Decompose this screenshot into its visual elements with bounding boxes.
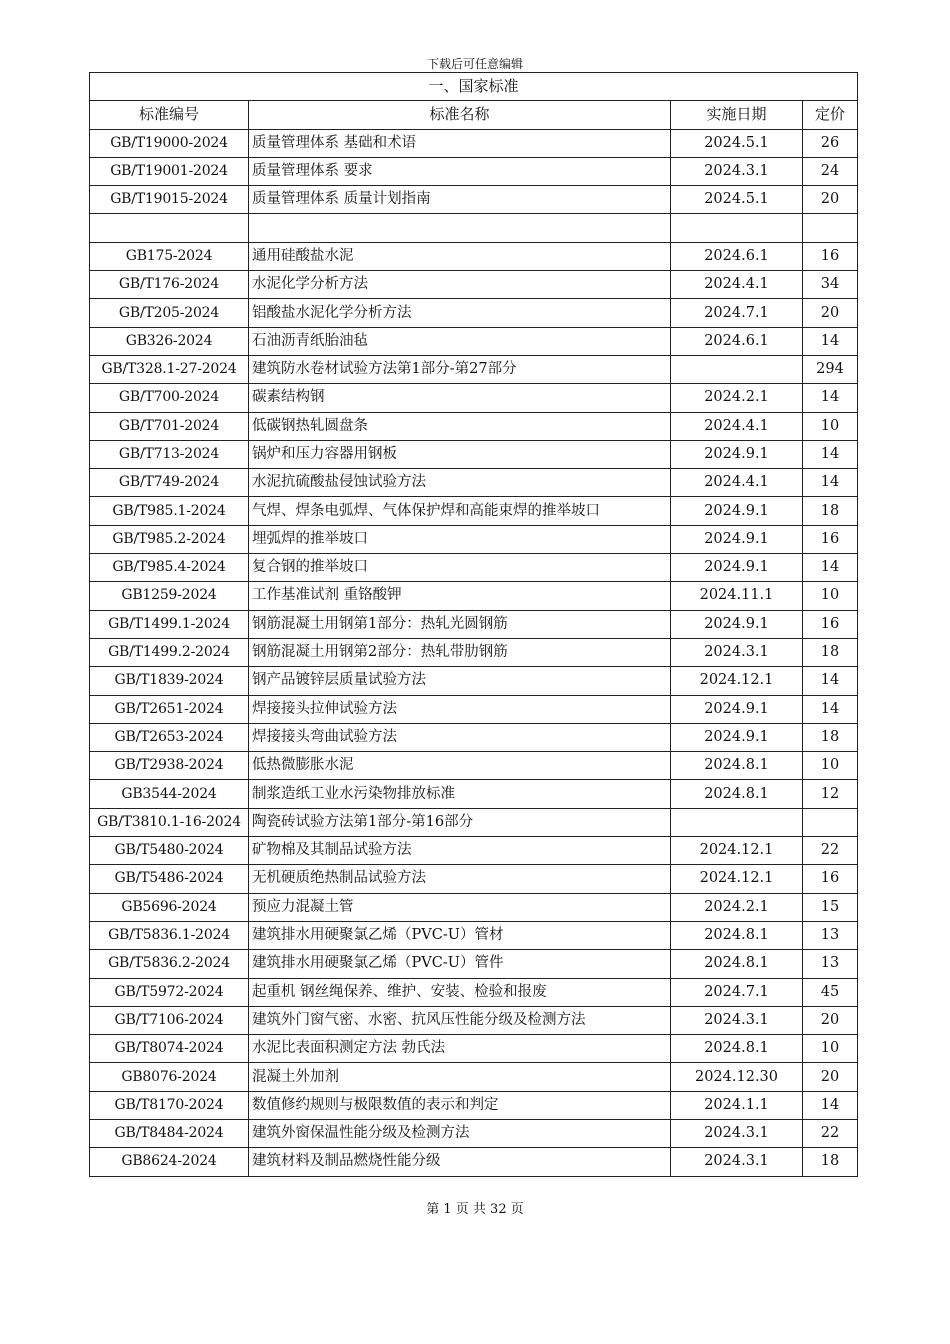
column-header-name: 标准名称 [249, 101, 671, 129]
table-row [90, 129, 858, 157]
effective-date: 2024.9.1 [671, 723, 803, 751]
standard-code: GB/T328.1-27-2024 [90, 355, 249, 383]
price: 294 [803, 355, 858, 383]
standard-name: 建筑材料及制品燃烧性能分级 [249, 1148, 671, 1176]
price: 22 [803, 837, 858, 865]
price: 10 [803, 1035, 858, 1063]
standard-name: 水泥比表面积测定方法 勃氏法 [249, 1035, 671, 1063]
standard-code: GB/T19015-2024 [90, 186, 249, 214]
standard-code: GB/T5836.2-2024 [90, 950, 249, 978]
effective-date: 2024.6.1 [671, 327, 803, 355]
effective-date: 2024.3.1 [671, 1148, 803, 1176]
table-row [90, 525, 858, 553]
standard-name: 建筑外门窗气密、水密、抗风压性能分级及检测方法 [249, 1006, 671, 1034]
table-row [90, 1091, 858, 1119]
standards-table [89, 72, 858, 1177]
table-row [90, 780, 858, 808]
effective-date: 2024.5.1 [671, 129, 803, 157]
price: 16 [803, 610, 858, 638]
price: 20 [803, 299, 858, 327]
page-footer: 第 1 页 共 32 页 [426, 1202, 524, 1217]
effective-date: 2024.3.1 [671, 1119, 803, 1147]
standard-code: GB/T985.2-2024 [90, 525, 249, 553]
effective-date: 2024.12.1 [671, 837, 803, 865]
header-note: 下载后可任意编辑 [426, 57, 523, 71]
effective-date: 2024.7.1 [671, 299, 803, 327]
standard-name: 无机硬质绝热制品试验方法 [249, 865, 671, 893]
price: 26 [803, 129, 858, 157]
effective-date: 2024.4.1 [671, 469, 803, 497]
table-row [90, 327, 858, 355]
standard-name: 质量管理体系 基础和术语 [249, 129, 671, 157]
standard-code: GB/T8170-2024 [90, 1091, 249, 1119]
standard-name: 钢筋混凝土用钢第1部分：热轧光圆钢筋 [249, 610, 671, 638]
standard-code: GB8624-2024 [90, 1148, 249, 1176]
standard-name: 建筑防水卷材试验方法第1部分-第27部分 [249, 355, 671, 383]
table-row [90, 865, 858, 893]
effective-date: 2024.12.30 [671, 1063, 803, 1091]
effective-date: 2024.9.1 [671, 440, 803, 468]
table-row [90, 186, 858, 214]
effective-date: 2024.9.1 [671, 554, 803, 582]
standard-code: GB5696-2024 [90, 893, 249, 921]
table-row [90, 1035, 858, 1063]
effective-date: 2024.9.1 [671, 497, 803, 525]
price: 24 [803, 157, 858, 185]
table-row [90, 469, 858, 497]
price: 14 [803, 554, 858, 582]
table-row [90, 610, 858, 638]
table-row [90, 554, 858, 582]
standard-code: GB/T749-2024 [90, 469, 249, 497]
standard-code: GB/T1499.1-2024 [90, 610, 249, 638]
standard-code: GB/T5836.1-2024 [90, 921, 249, 949]
table-row [90, 214, 858, 242]
price: 13 [803, 950, 858, 978]
column-header-row [90, 101, 858, 129]
table-row [90, 1063, 858, 1091]
effective-date: 2024.8.1 [671, 1035, 803, 1063]
price: 22 [803, 1119, 858, 1147]
effective-date: 2024.8.1 [671, 921, 803, 949]
effective-date: 2024.11.1 [671, 582, 803, 610]
effective-date: 2024.3.1 [671, 157, 803, 185]
table-row [90, 1148, 858, 1176]
price: 10 [803, 582, 858, 610]
price: 18 [803, 1148, 858, 1176]
standard-code: GB/T5972-2024 [90, 978, 249, 1006]
standard-code: GB8076-2024 [90, 1063, 249, 1091]
price: 14 [803, 384, 858, 412]
table-row [90, 950, 858, 978]
standard-name: 工作基准试剂 重铬酸钾 [249, 582, 671, 610]
effective-date: 2024.6.1 [671, 242, 803, 270]
standard-code: GB/T701-2024 [90, 412, 249, 440]
table-row [90, 497, 858, 525]
standard-name: 钢产品镀锌层质量试验方法 [249, 667, 671, 695]
effective-date [671, 214, 803, 242]
price: 10 [803, 752, 858, 780]
standard-code: GB/T8074-2024 [90, 1035, 249, 1063]
price: 20 [803, 186, 858, 214]
effective-date: 2024.12.1 [671, 865, 803, 893]
standard-name: 钢筋混凝土用钢第2部分：热轧带肋钢筋 [249, 638, 671, 666]
standard-name: 起重机 钢丝绳保养、维护、安装、检验和报废 [249, 978, 671, 1006]
table-row [90, 157, 858, 185]
standard-code: GB3544-2024 [90, 780, 249, 808]
effective-date: 2024.9.1 [671, 610, 803, 638]
price: 14 [803, 695, 858, 723]
column-header-price: 定价 [803, 101, 858, 129]
standard-code: GB/T3810.1-16-2024 [90, 808, 249, 836]
standard-code: GB/T713-2024 [90, 440, 249, 468]
column-header-date: 实施日期 [671, 101, 803, 129]
standard-name: 埋弧焊的推举坡口 [249, 525, 671, 553]
standard-name: 锅炉和压力容器用钢板 [249, 440, 671, 468]
effective-date: 2024.4.1 [671, 271, 803, 299]
price: 20 [803, 1006, 858, 1034]
standard-code: GB/T1839-2024 [90, 667, 249, 695]
standard-code: GB/T8484-2024 [90, 1119, 249, 1147]
table-row [90, 667, 858, 695]
standard-code: GB/T19001-2024 [90, 157, 249, 185]
price: 16 [803, 865, 858, 893]
standard-code: GB/T205-2024 [90, 299, 249, 327]
table-row [90, 723, 858, 751]
effective-date: 2024.2.1 [671, 384, 803, 412]
table-row [90, 752, 858, 780]
standard-code: GB/T5486-2024 [90, 865, 249, 893]
price: 16 [803, 242, 858, 270]
standard-name [249, 214, 671, 242]
table-row [90, 582, 858, 610]
standard-name: 碳素结构钢 [249, 384, 671, 412]
price: 18 [803, 723, 858, 751]
table-row [90, 808, 858, 836]
table-row [90, 412, 858, 440]
standard-code: GB/T2653-2024 [90, 723, 249, 751]
table-row [90, 695, 858, 723]
price: 34 [803, 271, 858, 299]
standard-name: 水泥化学分析方法 [249, 271, 671, 299]
table-row [90, 242, 858, 270]
table-row [90, 384, 858, 412]
effective-date: 2024.5.1 [671, 186, 803, 214]
price [803, 808, 858, 836]
standard-name: 建筑排水用硬聚氯乙烯（PVC-U）管件 [249, 950, 671, 978]
table-row [90, 440, 858, 468]
standard-code: GB/T176-2024 [90, 271, 249, 299]
price: 14 [803, 1091, 858, 1119]
standard-code: GB/T985.4-2024 [90, 554, 249, 582]
standard-name: 预应力混凝土管 [249, 893, 671, 921]
standard-name: 铝酸盐水泥化学分析方法 [249, 299, 671, 327]
price: 14 [803, 667, 858, 695]
standard-code: GB/T2651-2024 [90, 695, 249, 723]
standard-name: 气焊、焊条电弧焊、气体保护焊和高能束焊的推举坡口 [249, 497, 671, 525]
standard-name: 水泥抗硫酸盐侵蚀试验方法 [249, 469, 671, 497]
standard-code: GB/T7106-2024 [90, 1006, 249, 1034]
standard-name: 质量管理体系 要求 [249, 157, 671, 185]
standard-code: GB1259-2024 [90, 582, 249, 610]
table-row [90, 893, 858, 921]
standard-code: GB/T19000-2024 [90, 129, 249, 157]
table-row [90, 299, 858, 327]
standard-code: GB175-2024 [90, 242, 249, 270]
standard-name: 通用硅酸盐水泥 [249, 242, 671, 270]
standard-name: 矿物棉及其制品试验方法 [249, 837, 671, 865]
price: 18 [803, 638, 858, 666]
standard-name: 低热微膨胀水泥 [249, 752, 671, 780]
standard-name: 焊接接头拉伸试验方法 [249, 695, 671, 723]
standard-name: 石油沥青纸胎油毡 [249, 327, 671, 355]
price: 14 [803, 327, 858, 355]
standard-name: 低碳钢热轧圆盘条 [249, 412, 671, 440]
price: 14 [803, 440, 858, 468]
effective-date: 2024.2.1 [671, 893, 803, 921]
standard-code: GB/T700-2024 [90, 384, 249, 412]
effective-date: 2024.12.1 [671, 667, 803, 695]
price: 14 [803, 469, 858, 497]
effective-date: 2024.8.1 [671, 780, 803, 808]
standard-code: GB326-2024 [90, 327, 249, 355]
price [803, 214, 858, 242]
table-row [90, 921, 858, 949]
price: 10 [803, 412, 858, 440]
price: 15 [803, 893, 858, 921]
effective-date: 2024.9.1 [671, 695, 803, 723]
effective-date: 2024.1.1 [671, 1091, 803, 1119]
table-row [90, 355, 858, 383]
table-row [90, 837, 858, 865]
price: 18 [803, 497, 858, 525]
effective-date: 2024.7.1 [671, 978, 803, 1006]
standard-name: 质量管理体系 质量计划指南 [249, 186, 671, 214]
standard-code: GB/T985.1-2024 [90, 497, 249, 525]
standard-code [90, 214, 249, 242]
table-row [90, 638, 858, 666]
price: 20 [803, 1063, 858, 1091]
table-row [90, 271, 858, 299]
section-title: 一、国家标准 [90, 73, 858, 101]
effective-date: 2024.3.1 [671, 1006, 803, 1034]
effective-date: 2024.8.1 [671, 950, 803, 978]
effective-date: 2024.9.1 [671, 525, 803, 553]
effective-date [671, 355, 803, 383]
standard-name: 焊接接头弯曲试验方法 [249, 723, 671, 751]
price: 45 [803, 978, 858, 1006]
standard-name: 建筑外窗保温性能分级及检测方法 [249, 1119, 671, 1147]
price: 16 [803, 525, 858, 553]
effective-date [671, 808, 803, 836]
standard-code: GB/T5480-2024 [90, 837, 249, 865]
price: 12 [803, 780, 858, 808]
effective-date: 2024.8.1 [671, 752, 803, 780]
standard-name: 陶瓷砖试验方法第1部分-第16部分 [249, 808, 671, 836]
table-row [90, 978, 858, 1006]
effective-date: 2024.3.1 [671, 638, 803, 666]
standard-name: 复合钢的推举坡口 [249, 554, 671, 582]
effective-date: 2024.4.1 [671, 412, 803, 440]
price: 13 [803, 921, 858, 949]
standard-name: 制浆造纸工业水污染物排放标准 [249, 780, 671, 808]
section-title-row [90, 73, 858, 101]
table-row [90, 1119, 858, 1147]
column-header-code: 标准编号 [90, 101, 249, 129]
standard-name: 混凝土外加剂 [249, 1063, 671, 1091]
standard-name: 建筑排水用硬聚氯乙烯（PVC-U）管材 [249, 921, 671, 949]
standard-code: GB/T1499.2-2024 [90, 638, 249, 666]
table-row [90, 1006, 858, 1034]
standard-code: GB/T2938-2024 [90, 752, 249, 780]
standard-name: 数值修约规则与极限数值的表示和判定 [249, 1091, 671, 1119]
